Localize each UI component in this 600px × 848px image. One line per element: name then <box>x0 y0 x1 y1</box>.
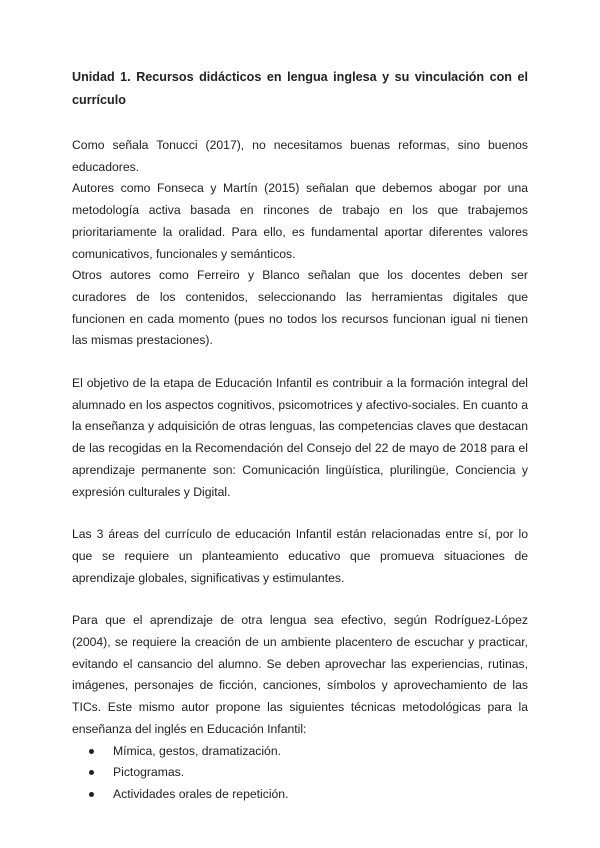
list-item <box>89 762 528 784</box>
paragraph-gap <box>72 503 528 524</box>
unit-title: Unidad 1. Recursos didácticos en lengua inglesa y su vinculación con el currículo <box>72 70 528 107</box>
paragraph-rodriguez-lopez: Para que el aprendizaje de otra lengua sea efectivo, según Rodríguez-López (2004), se requiere la creación de un ambiente placentero de escuchar y practicar, evitando el cansancio del alumno. Se deben aprovechar las experiencias, rutinas, imágenes, personajes de ficción, canciones, símbolos y aprovechamiento de las TICs. Este mismo autor propone las siguientes técnicas metodológicas para la enseñanza del inglés en Educación Infantil: <box>72 613 528 736</box>
paragraph-ferreiro-blanco: Otros autores como Ferreiro y Blanco señalan que los docentes deben ser curadores de los contenidos, seleccionando las herramientas digitales que funcionen en cada momento (pues no todos los recursos funcionan igual ni tienen las mismas prestaciones). <box>72 268 528 348</box>
paragraph-objetivo-infantil: El objetivo de la etapa de Educación Infantil es contribuir a la formación integral del alumnado en los aspectos cognitivos, psicomotrices y afectivo-sociales. En cuanto a la enseñanza y adquisición de otras lenguas, las competencias claves que destacan de las recogidas en la Recomendación del Consejo del 22 de mayo de 2018 para el aprendizaje permanente son: Comunicación lingüística, plurilingüe, Conciencia y expresión culturales y Digital. <box>72 376 528 499</box>
list-item-text: Pictogramas. <box>113 765 185 780</box>
list-item-text: Actividades orales de repetición. <box>113 786 289 801</box>
list-item <box>89 741 528 763</box>
paragraph-gap <box>72 352 528 373</box>
paragraph-gap <box>72 589 528 610</box>
bullet-icon <box>89 792 94 797</box>
paragraph-fonseca-martin: Autores como Fonseca y Martín (2015) señalan que debemos abogar por una metodología activa basada en rincones de trabajo en los que trabajemos prioritariamente la oralidad. Para ello, es fundamental aportar diferentes valores comunicativos, funcionales y semánticos. <box>72 181 528 261</box>
paragraph-areas-curriculo: Las 3 áreas del currículo de educación Infantil están relacionadas entre sí, por lo que se requiere un planteamiento educativo que promueva situaciones de aprendizaje globales, significativas y estimulantes. <box>72 527 528 585</box>
bullet-icon <box>89 749 94 754</box>
list-item <box>89 784 528 806</box>
paragraph-tonucci: Como señala Tonucci (2017), no necesitamos buenas reformas, sino buenos educadores. <box>72 138 528 174</box>
bullet-icon <box>89 770 94 775</box>
list-item-text: Mímica, gestos, dramatización. <box>113 743 281 758</box>
techniques-list <box>72 741 528 806</box>
document-body <box>72 66 528 806</box>
